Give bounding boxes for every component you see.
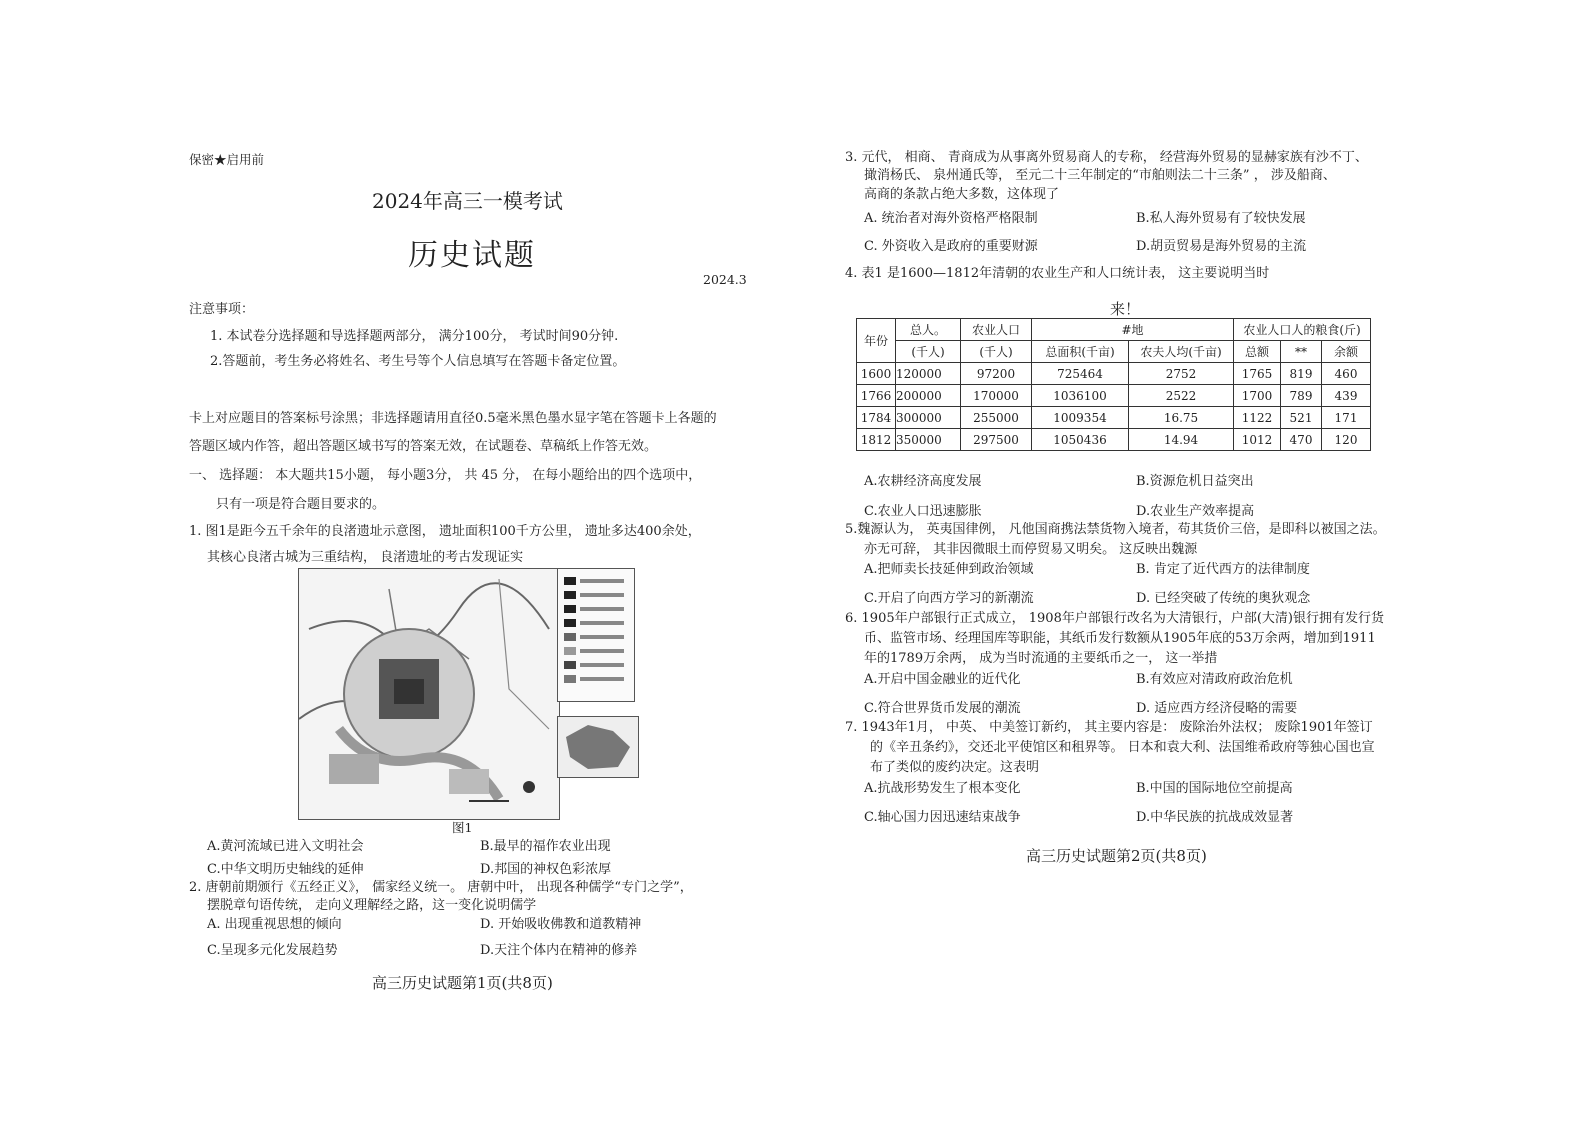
table-cell: 1050436 [1032,429,1129,451]
q4-option-b: B.资源危机日益突出 [1136,474,1254,489]
q6-stem-1: 6. 1905年户部银行正式成立， 1908年户部银行改名为大清银行，户部(大清)银行拥有发行货 [845,611,1384,626]
section1-heading-2: 只有一项是符合题目要求的。 [216,497,386,512]
secret-mark: 保密★启用前 [189,152,265,167]
q3-stem-1: 3. 元代， 相商、 青商成为从事离外贸易商人的专称， 经营海外贸易的显赫家族有沙不丁、 [845,150,1368,165]
th-land-total: 总面积(千亩) [1032,341,1129,363]
th-total-pop-unit: (千人) [896,341,961,363]
notice-item-1: 1. 本试卷分选择题和导选择题两部分， 满分100分， 考试时间90分钟. [210,329,619,344]
q2-stem-2: 摆脱章句语传统， 走向义理解经之路，这一变化说明儒学 [207,898,537,913]
table-cell: 14.94 [1129,429,1234,451]
q7-stem-3: 布了类似的废约决定。这表明 [870,760,1040,775]
table-cell: 1012 [1234,429,1281,451]
table-cell: 171 [1322,407,1371,429]
th-agri-pop-unit: (千人) [961,341,1032,363]
q5-option-d: D. 已经突破了传统的奥狄观念 [1136,591,1311,606]
notice-line-3b: 答题区域内作答，超出答题区域书写的答案无效，在试题卷、草稿纸上作答无效。 [189,439,658,454]
table-cell: 1812 [857,429,896,451]
q1-stem-1: 1. 图1是距今五千余年的良渚遗址示意图， 遗址面积100千方公里， 遗址多达400余处， [189,524,701,539]
q2-stem-1: 2. 唐朝前期颁行《五经正义》， 儒家经义统一。 唐朝中叶， 出现各种儒学“专门之学”， [189,880,693,895]
q6-stem-2: 币、监管市场、经理国库等职能，其纸币发行数额从1905年底的53万余两，增加到1911 [864,631,1376,646]
th-grain-total: 总额 [1234,341,1281,363]
q5-option-a: A.把师卖长技延伸到政治领域 [864,562,1034,577]
q4-option-a: A.农耕经济高度发展 [864,474,982,489]
q1-option-b: B.最早的福作农业出现 [480,839,611,854]
q4-option-d: D.农业生产效率提高 [1136,504,1255,519]
table-cell: 1766 [857,385,896,407]
q2-option-b: D. 开始吸收佛教和道教精神 [480,917,642,932]
table-cell: 1600 [857,363,896,385]
table-cell: 1122 [1234,407,1281,429]
q3-option-a: A. 统治者对海外资格严格限制 [864,211,1038,226]
exam-title: 2024年高三一模考试 [372,189,563,213]
table-cell: 1765 [1234,363,1281,385]
q7-stem-1: 7. 1943年1月， 中英、 中美签订新约， 其主要内容是： 废除治外法权； 废除1901年签订 [845,720,1373,735]
section1-heading: 一、 选择题： 本大题共15小题， 每小题3分， 共 45 分， 在每小题给出的四个选项中， [189,468,702,483]
table-cell: 819 [1281,363,1322,385]
table-cell: 789 [1281,385,1322,407]
q5-stem-1: 5.魏源认为， 英夷国律例， 凡他国商携法禁货物入境者，苟其货价三倍，是即科以被国之法。 [845,522,1386,537]
q6-option-b: B.有效应对清政府政治危机 [1136,672,1293,687]
notice-item-2: 2.答题前，考生务必将姓名、考生号等个人信息填写在答题卡备定位置。 [210,354,626,369]
q1-stem-2: 其核心良渚古城为三重结构， 良渚遗址的考古发现证实 [207,550,524,565]
table-row [857,385,1371,407]
q5-option-b: B. 肯定了近代西方的法律制度 [1136,562,1310,577]
table-cell: 1009354 [1032,407,1129,429]
q3-option-d: D.胡贡贸易是海外贸易的主流 [1136,239,1307,254]
table-cell: 97200 [961,363,1032,385]
table-cell: 297500 [961,429,1032,451]
table-cell: 120000 [896,363,961,385]
th-year: 年份 [857,319,896,363]
table-cell: 300000 [896,407,961,429]
table-cell: 470 [1281,429,1322,451]
right-page-footer: 高三历史试题第2页(共8页) [1026,847,1207,865]
q7-option-c: C.轴心国力因迅速结束战争 [864,810,1021,825]
left-page-footer: 高三历史试题第1页(共8页) [372,974,553,992]
q5-option-c: C.开启了向西方学习的新潮流 [864,591,1034,606]
table-cell: 350000 [896,429,961,451]
table-cell: 170000 [961,385,1032,407]
notice-header: 注意事项： [189,302,255,317]
table-cell: 1784 [857,407,896,429]
table-cell: 725464 [1032,363,1129,385]
q5-stem-2: 亦无可辞， 其非因微眼土而停贸易又明矣。 这反映出魏源 [864,542,1198,557]
table-row [857,429,1371,451]
q1-option-c: C.中华文明历史轴线的延伸 [207,862,364,877]
q7-option-d: D.中华民族的抗战成效显著 [1136,810,1294,825]
q6-stem-3: 年的1789万余两， 成为当时流通的主要纸币之一， 这一举措 [864,651,1218,666]
table-cell: 1700 [1234,385,1281,407]
q2-option-d: D.天注个体内在精神的修养 [480,943,638,958]
th-grain: 农业人口人的粮食(斤) [1234,319,1371,341]
map-legend [557,568,635,702]
subject-title: 历史试题 [408,238,536,273]
table-row [857,363,1371,385]
q2-option-a: A. 出现重视思想的倾向 [207,917,342,932]
q3-stem-2: 撖消杨氏、 泉州通氏等， 至元二十三年制定的“市舶则法二十三条” ， 涉及船商、 [864,168,1336,183]
figure-caption: 图1 [452,820,473,835]
table-cell: 120 [1322,429,1371,451]
q6-option-d: D. 适应西方经济侵略的需要 [1136,701,1298,716]
table-cell: 521 [1281,407,1322,429]
table-cell: 2752 [1129,363,1234,385]
q4-option-c: C.农业人口迅速膨胀 [864,504,982,519]
liangzhu-site-map [298,568,560,820]
th-grain-surplus: 余额 [1322,341,1371,363]
table-row [857,407,1371,429]
agri-population-table [856,318,1371,451]
q1-option-a: A.黄河流域已进入文明社会 [207,839,364,854]
th-land: #地 [1032,319,1234,341]
q7-stem-2: 的《辛丑条约》，交还北平使馆区和租界等。 日本和袁大利、法国维希政府等独心国也宣 [870,740,1375,755]
q3-option-c: C. 外资收入是政府的重要财源 [864,239,1038,254]
table-cell: 255000 [961,407,1032,429]
table-cell: 16.75 [1129,407,1234,429]
table-caption: 来！ [1110,300,1141,318]
th-agri-pop: 农业人口 [961,319,1032,341]
q7-option-a: A.抗战形势发生了根本变化 [864,781,1021,796]
q6-option-c: C.符合世界货币发展的潮流 [864,701,1021,716]
exam-date: 2024.3 [703,272,747,287]
q3-stem-3: 高商的条款占绝大多数，这体现了 [864,187,1060,202]
table-cell: 439 [1322,385,1371,407]
inset-map [557,716,639,778]
inset-map-drawing [558,717,638,777]
q4-stem: 4. 表1 是1600—1812年清朝的农业生产和人口统计表， 这主要说明当时 [845,266,1270,281]
th-grain-consume: ** [1281,341,1322,363]
q3-option-b: B.私人海外贸易有了较快发展 [1136,211,1306,226]
th-total-pop: 总人。 [896,319,961,341]
table-cell: 1036100 [1032,385,1129,407]
q1-option-d: D.邦国的神权色彩浓厚 [480,862,612,877]
th-land-per: 农夫人均(千亩) [1129,341,1234,363]
q6-option-a: A.开启中国金融业的近代化 [864,672,1021,687]
map-drawing [299,569,559,819]
q7-option-b: B.中国的国际地位空前提高 [1136,781,1293,796]
notice-line-3a: 卡上对应题目的答案标号涂黑；非选择题请用直径0.5毫米黑色墨水显字笔在答题卡上各题的 [189,411,717,426]
table-cell: 200000 [896,385,961,407]
table-cell: 2522 [1129,385,1234,407]
table-cell: 460 [1322,363,1371,385]
q2-option-c: C.呈现多元化发展趋势 [207,943,338,958]
